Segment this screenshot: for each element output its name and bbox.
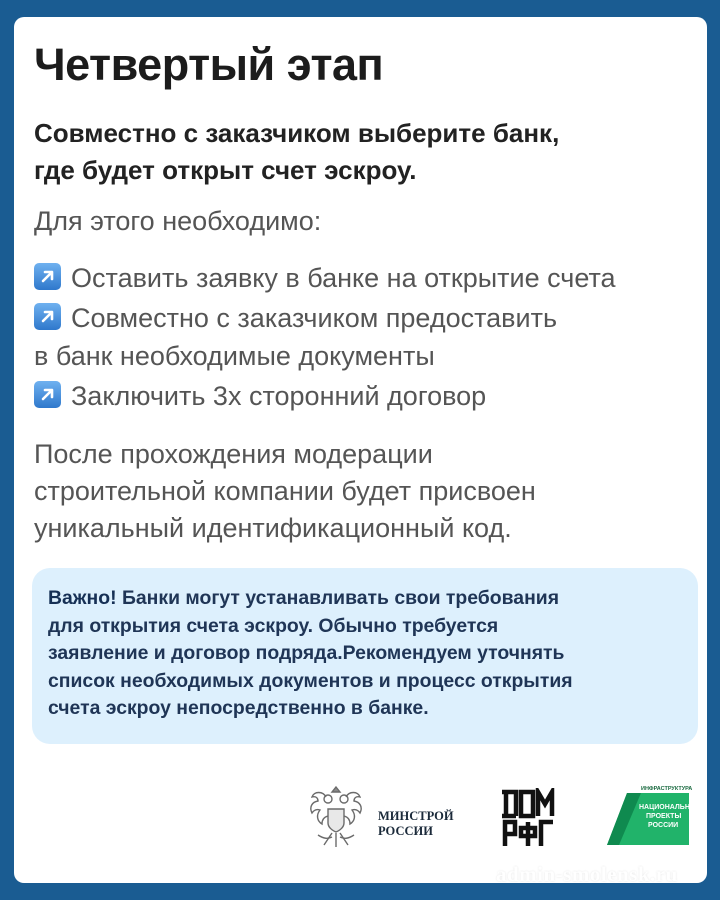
minstroy-name: МИНСТРОЙ bbox=[378, 809, 454, 823]
note-lead: Важно! bbox=[48, 587, 117, 609]
step-text-continued: в банк необходимые документы bbox=[34, 341, 435, 371]
outro-text bbox=[34, 436, 699, 547]
step-text: Совместно с заказчиком предоставить bbox=[71, 303, 558, 333]
steps-list bbox=[34, 259, 699, 417]
infra-line: НАЦИОНАЛЬНЫЕ bbox=[639, 804, 697, 811]
note-line: счета эскроу непосредственно в банке. bbox=[48, 697, 429, 719]
dom-rf-logo bbox=[499, 788, 557, 850]
outro-line: После прохождения модерации bbox=[34, 439, 433, 469]
content-card bbox=[14, 17, 707, 883]
infra-line: РОССИИ bbox=[648, 822, 679, 829]
note-line: заявление и договор подряда.Рекомендуем уточнять bbox=[48, 642, 565, 664]
note-line: для открытия счета эскроу. Обычно требуется bbox=[48, 614, 499, 637]
intro-text: Для этого необходимо: bbox=[34, 206, 322, 236]
subtitle-line: где будет открыт счет эскроу. bbox=[34, 155, 417, 185]
arrow-up-right-icon bbox=[34, 381, 61, 408]
step-text: Оставить заявку в банке на открытие счета bbox=[71, 263, 616, 293]
infra-top-label: ИНФРАСТРУКТУРА bbox=[641, 786, 693, 792]
step-text: Заключить 3х сторонний договор bbox=[71, 381, 487, 411]
page-subtitle bbox=[34, 115, 694, 189]
outro-line: уникальный идентификационный код. bbox=[34, 513, 512, 543]
infra-line: ПРОЕКТЫ bbox=[646, 813, 682, 820]
outro-line: строительной компании будет присвоен bbox=[34, 476, 536, 506]
page-title: Четвертый этап bbox=[34, 39, 384, 90]
important-note bbox=[32, 568, 698, 744]
note-line: список необходимых документов и процесс открытия bbox=[48, 669, 573, 692]
list-item bbox=[34, 259, 699, 297]
arrow-up-right-icon bbox=[34, 303, 61, 330]
arrow-up-right-icon bbox=[34, 263, 61, 290]
minstroy-country: РОССИИ bbox=[378, 824, 433, 838]
watermark: admin-smolensk.ru bbox=[496, 862, 678, 886]
coat-of-arms-icon bbox=[304, 783, 368, 855]
note-line: Банки могут устанавливать свои требования bbox=[121, 587, 560, 609]
minstroy-logo bbox=[378, 809, 454, 839]
list-item bbox=[34, 299, 699, 375]
national-projects-logo bbox=[601, 783, 697, 858]
list-item bbox=[34, 377, 699, 415]
subtitle-line: Совместно с заказчиком выберите банк, bbox=[34, 118, 560, 148]
